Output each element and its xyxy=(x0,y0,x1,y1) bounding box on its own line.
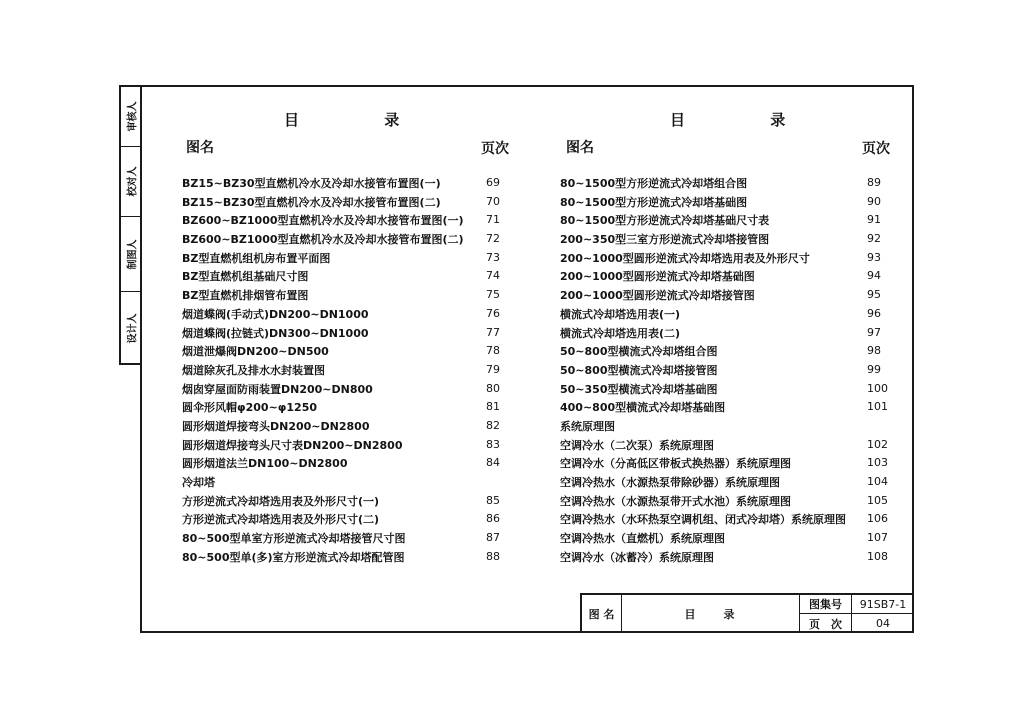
side-label: 制图人 xyxy=(127,239,138,269)
side-cell-drafter xyxy=(121,217,140,292)
toc-row-title: 空调冷水（二次泵）系统原理图 xyxy=(560,438,714,452)
toc-row-title: 200~1000型圆形逆流式冷却塔基础图 xyxy=(560,270,755,284)
title-block-atlas-value: 91SB7-1 xyxy=(852,595,914,614)
toc-row-title: 50~800型横流式冷却塔接管图 xyxy=(560,363,718,377)
toc-row-page: 105 xyxy=(867,493,888,507)
toc-row-page: 94 xyxy=(867,269,881,283)
toc-row-page: 90 xyxy=(867,194,881,208)
toc-row-title: 圆形烟道焊接弯头尺寸表DN200~DN2800 xyxy=(182,438,403,452)
toc-row-title: 圆形烟道法兰DN100~DN2800 xyxy=(182,457,348,471)
toc-row-page: 100 xyxy=(867,381,888,395)
toc-row-title: 50~350型横流式冷却塔基础图 xyxy=(560,382,718,396)
toc-row-title: BZ15~BZ30型直燃机冷水及冷却水接管布置图(二) xyxy=(182,195,441,209)
toc-row-title: 400~800型横流式冷却塔基础图 xyxy=(560,401,726,415)
toc-row-page: 81 xyxy=(486,400,500,414)
toc-row-page: 77 xyxy=(486,325,500,339)
toc-row-title: 方形逆流式冷却塔选用表及外形尺寸(一) xyxy=(182,494,380,508)
toc-row-title: 80~500型单(多)室方形逆流式冷却塔配管图 xyxy=(182,550,405,564)
toc-row-page: 75 xyxy=(486,288,500,302)
toc-row-page: 87 xyxy=(486,531,500,545)
toc-row-page: 71 xyxy=(486,213,500,227)
toc-row-page: 85 xyxy=(486,493,500,507)
toc-row-page: 107 xyxy=(867,531,888,545)
toc-row-title: 空调冷水（冰蓄冷）系统原理图 xyxy=(560,550,714,564)
title-block xyxy=(580,593,914,633)
toc-row-page: 78 xyxy=(486,344,500,358)
col-header-name-right: 图名 xyxy=(566,140,594,156)
toc-row-title: 烟道泄爆阀DN200~DN500 xyxy=(182,345,329,359)
toc-row-title: BZ600~BZ1000型直燃机冷水及冷却水接管布置图(二) xyxy=(182,233,464,247)
toc-row-page: 83 xyxy=(486,437,500,451)
toc-row-title: 烟囱穿屋面防雨装置DN200~DN800 xyxy=(182,382,373,396)
toc-row-title: 烟道除灰孔及排水水封装置图 xyxy=(182,363,325,377)
col-header-name-left: 图名 xyxy=(186,140,214,156)
toc-row-page: 72 xyxy=(486,232,500,246)
toc-row-title: 横流式冷却塔选用表(一) xyxy=(560,307,681,321)
toc-row-page: 93 xyxy=(867,250,881,264)
toc-row-title: 空调冷热水（直燃机）系统原理图 xyxy=(560,532,725,546)
toc-row-title: 200~1000型圆形逆流式冷却塔选用表及外形尺寸 xyxy=(560,251,810,265)
toc-row-title: BZ型直燃机排烟管布置图 xyxy=(182,289,309,303)
side-label: 校对人 xyxy=(127,166,138,197)
toc-row-page: 96 xyxy=(867,306,881,320)
toc-row-page: 106 xyxy=(867,512,888,526)
toc-row-page: 99 xyxy=(867,362,881,376)
toc-row-title: 200~1000型圆形逆流式冷却塔接管图 xyxy=(560,289,755,303)
toc-row-page: 89 xyxy=(867,176,881,189)
toc-row-page: 101 xyxy=(867,400,888,414)
toc-row-page: 86 xyxy=(486,512,500,526)
toc-row-title: 系统原理图 xyxy=(560,419,615,433)
toc-row-page: 84 xyxy=(486,456,500,470)
toc-row-title: 80~1500型方形逆流式冷却塔基础图 xyxy=(560,195,748,209)
side-signature-strip xyxy=(119,85,140,365)
toc-row-title: 冷却塔 xyxy=(182,476,215,489)
toc-row-page: 70 xyxy=(486,194,500,208)
toc-row-title: 空调冷热水（水环热泵空调机组、闭式冷却塔）系统原理图 xyxy=(560,513,846,527)
toc-row-title: 200~350型三室方形逆流式冷却塔接管图 xyxy=(560,233,770,247)
toc-row-title: 80~1500型方形逆流式冷却塔基础尺寸表 xyxy=(560,214,770,228)
title-block-name-value: 目 录 xyxy=(622,595,800,633)
toc-row-page: 69 xyxy=(486,176,500,189)
toc-row-page: 104 xyxy=(867,475,888,488)
toc-row-title: BZ15~BZ30型直燃机冷水及冷却水接管布置图(一) xyxy=(182,177,441,190)
toc-row-page: 88 xyxy=(486,549,500,563)
toc-row-page: 74 xyxy=(486,269,500,283)
side-label: 审核人 xyxy=(127,101,138,132)
toc-row-page: 108 xyxy=(867,549,888,563)
toc-row-title: 空调冷热水（水源热泵带开式水池）系统原理图 xyxy=(560,494,791,508)
toc-row-page: 80 xyxy=(486,381,500,395)
toc-row-title: 圆伞形风帽φ200~φ1250 xyxy=(182,401,318,415)
drawing-frame xyxy=(140,85,914,633)
toc-row-page: 97 xyxy=(867,325,881,339)
toc-row-title: 横流式冷却塔选用表(二) xyxy=(560,326,681,340)
title-block-atlas-label: 图集号 xyxy=(800,595,852,614)
toc-row-page: 76 xyxy=(486,306,500,320)
toc-row-title: 80~1500型方形逆流式冷却塔组合图 xyxy=(560,177,748,190)
toc-row-page: 92 xyxy=(867,232,881,246)
toc-row-title: 空调冷水（分高低区带板式换热器）系统原理图 xyxy=(560,457,791,471)
toc-row-page: 79 xyxy=(486,362,500,376)
title-block-page-value: 04 xyxy=(876,617,890,630)
toc-row-title: 方形逆流式冷却塔选用表及外形尺寸(二) xyxy=(182,513,380,527)
toc-row-title: 圆形烟道焊接弯头DN200~DN2800 xyxy=(182,419,370,433)
side-label: 设计人 xyxy=(127,313,138,344)
side-cell-checker xyxy=(121,147,140,217)
side-cell-designer xyxy=(121,292,140,365)
col-header-page-right: 页次 xyxy=(862,141,890,157)
toc-row-page: 103 xyxy=(867,456,888,470)
toc-row-title: BZ600~BZ1000型直燃机冷水及冷却水接管布置图(一) xyxy=(182,214,464,228)
toc-row-title: BZ型直燃机组基础尺寸图 xyxy=(182,270,309,284)
toc-row-page: 82 xyxy=(486,418,500,432)
side-cell-reviewer xyxy=(121,87,140,147)
toc-row-title: 50~800型横流式冷却塔组合图 xyxy=(560,345,718,359)
title-block-page-label: 页 次 xyxy=(800,614,852,633)
toc-row-page: 73 xyxy=(486,250,500,264)
toc-row-page: 98 xyxy=(867,344,881,358)
toc-row-page: 95 xyxy=(867,288,881,302)
toc-title-right: 目 录 xyxy=(670,111,826,129)
toc-title-left: 目 录 xyxy=(284,111,440,129)
toc-row-page: 102 xyxy=(867,437,888,451)
title-block-name-label: 图 名 xyxy=(582,595,622,633)
toc-row-title: 烟道蝶阀(拉链式)DN300~DN1000 xyxy=(182,326,369,340)
toc-row-title: 80~500型单室方形逆流式冷却塔接管尺寸图 xyxy=(182,532,406,546)
col-header-page-left: 页次 xyxy=(481,141,509,157)
toc-row-title: 烟道蝶阀(手动式)DN200~DN1000 xyxy=(182,307,369,321)
toc-row-title: BZ型直燃机组机房布置平面图 xyxy=(182,251,331,265)
toc-row-page: 91 xyxy=(867,213,881,227)
toc-row-title: 空调冷热水（水源热泵带除砂器）系统原理图 xyxy=(560,476,780,489)
